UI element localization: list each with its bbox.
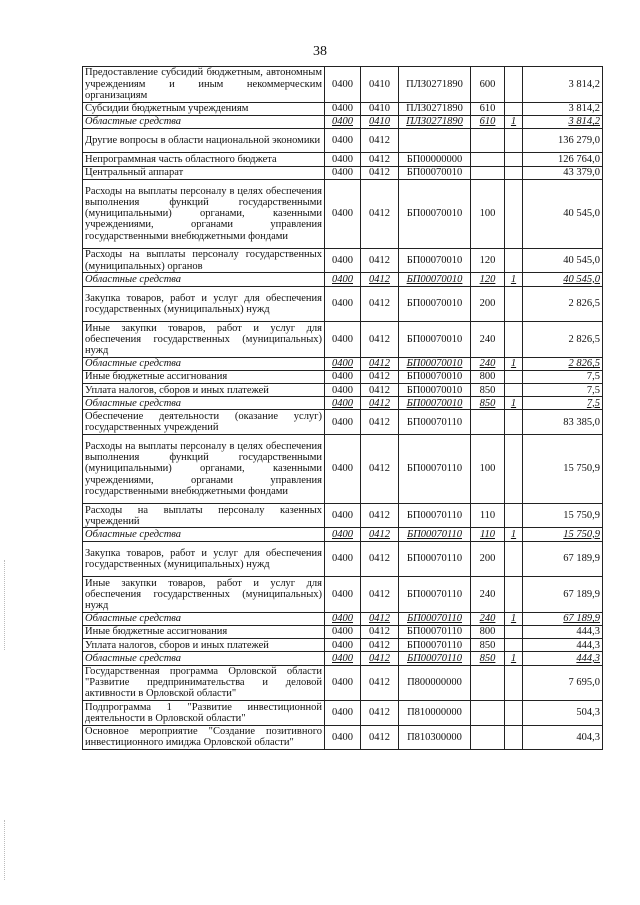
row-code-cell: П810000000 [399,701,471,725]
row-name-cell: Закупка товаров, работ и услуг для обеспечения государственных (муниципальных) нужд [83,541,325,577]
row-expense-type-cell [471,153,505,166]
table-row [83,410,603,434]
row-amount-cell: 3 814,2 [523,115,603,128]
row-section-cell: 0400 [325,248,361,272]
row-amount-cell: 444,3 [523,652,603,665]
row-source-cell: 1 [505,115,523,128]
row-name-cell: Расходы на выплаты персоналу в целях обеспечения выполнения функций государственными (муниципальными) органами, казенными учреждениями, органами управления государственными внебюджетными фондами [83,179,325,248]
row-name-cell: Уплата налогов, сборов и иных платежей [83,384,325,397]
row-subsection-cell: 0412 [361,410,399,434]
row-source-cell [505,577,523,613]
row-subsection-cell: 0412 [361,322,399,358]
page-number: 38 [313,44,327,59]
row-name-cell: Государственная программа Орловской области "Развитие предпринимательства и деловой активности в Орловской области" [83,665,325,701]
row-source-cell: 1 [505,273,523,286]
row-name-cell: Непрограммная часть областного бюджета [83,153,325,166]
row-subsection-cell: 0412 [361,612,399,625]
row-expense-type-cell: 610 [471,102,505,115]
row-amount-cell: 444,3 [523,625,603,638]
row-expense-type-cell [471,725,505,749]
row-subsection-cell: 0412 [361,357,399,370]
row-code-cell: БП00070010 [399,397,471,410]
row-name-cell: Областные средства [83,652,325,665]
row-amount-cell: 2 826,5 [523,286,603,322]
row-expense-type-cell [471,128,505,152]
row-expense-type-cell: 100 [471,434,505,503]
budget-table [82,66,603,750]
row-section-cell: 0400 [325,115,361,128]
row-amount-cell: 7,5 [523,397,603,410]
table-row [83,528,603,541]
row-code-cell: БП00070010 [399,357,471,370]
row-section-cell: 0400 [325,357,361,370]
row-source-cell: 1 [505,397,523,410]
table-row [83,273,603,286]
row-expense-type-cell: 240 [471,357,505,370]
row-expense-type-cell: 100 [471,179,505,248]
row-expense-type-cell [471,701,505,725]
row-code-cell: БП00070110 [399,410,471,434]
row-source-cell: 1 [505,357,523,370]
table-row [83,701,603,725]
budget-table-body [83,67,603,750]
row-name-cell: Центральный аппарат [83,166,325,179]
table-row [83,397,603,410]
row-source-cell [505,541,523,577]
row-code-cell: БП00070110 [399,504,471,528]
row-expense-type-cell: 610 [471,115,505,128]
row-code-cell: БП00070110 [399,528,471,541]
row-subsection-cell: 0412 [361,541,399,577]
row-name-cell: Предоставление субсидий бюджетным, автономным учреждениям и иным некоммерческим организациям [83,67,325,103]
row-expense-type-cell: 850 [471,639,505,652]
row-section-cell: 0400 [325,370,361,383]
row-code-cell: БП00070010 [399,248,471,272]
row-source-cell [505,639,523,652]
row-name-cell: Закупка товаров, работ и услуг для обеспечения государственных (муниципальных) нужд [83,286,325,322]
row-expense-type-cell [471,166,505,179]
row-amount-cell: 504,3 [523,701,603,725]
row-name-cell: Другие вопросы в области национальной экономики [83,128,325,152]
row-code-cell: БП00070010 [399,370,471,383]
row-expense-type-cell: 800 [471,370,505,383]
row-code-cell: БП00070110 [399,541,471,577]
row-name-cell: Подпрограмма 1 "Развитие инвестиционной деятельности в Орловской области" [83,701,325,725]
row-code-cell: БП00070010 [399,179,471,248]
row-amount-cell: 7 695,0 [523,665,603,701]
row-source-cell [505,102,523,115]
row-source-cell [505,179,523,248]
row-section-cell: 0400 [325,286,361,322]
row-subsection-cell: 0412 [361,179,399,248]
table-row [83,541,603,577]
row-subsection-cell: 0412 [361,128,399,152]
row-section-cell: 0400 [325,322,361,358]
row-source-cell [505,434,523,503]
row-expense-type-cell: 850 [471,384,505,397]
row-code-cell [399,128,471,152]
row-amount-cell: 15 750,9 [523,504,603,528]
row-expense-type-cell: 240 [471,612,505,625]
table-row [83,384,603,397]
row-section-cell: 0400 [325,166,361,179]
row-amount-cell: 7,5 [523,384,603,397]
row-name-cell: Областные средства [83,273,325,286]
row-amount-cell: 40 545,0 [523,179,603,248]
row-section-cell: 0400 [325,725,361,749]
row-amount-cell: 67 189,9 [523,577,603,613]
row-source-cell: 1 [505,528,523,541]
row-expense-type-cell: 200 [471,286,505,322]
row-subsection-cell: 0412 [361,701,399,725]
row-source-cell [505,67,523,103]
row-code-cell: БП00070010 [399,273,471,286]
row-section-cell: 0400 [325,528,361,541]
table-row [83,179,603,248]
row-amount-cell: 3 814,2 [523,102,603,115]
row-section-cell: 0400 [325,612,361,625]
row-amount-cell: 40 545,0 [523,273,603,286]
row-expense-type-cell: 850 [471,397,505,410]
row-subsection-cell: 0412 [361,504,399,528]
row-subsection-cell: 0412 [361,725,399,749]
row-subsection-cell: 0412 [361,286,399,322]
row-code-cell: ПЛЗ0271890 [399,115,471,128]
row-section-cell: 0400 [325,541,361,577]
row-section-cell: 0400 [325,179,361,248]
row-section-cell: 0400 [325,504,361,528]
row-expense-type-cell: 120 [471,273,505,286]
row-expense-type-cell: 850 [471,652,505,665]
table-row [83,665,603,701]
row-expense-type-cell: 240 [471,322,505,358]
row-subsection-cell: 0412 [361,639,399,652]
row-subsection-cell: 0412 [361,528,399,541]
row-section-cell: 0400 [325,67,361,103]
row-section-cell: 0400 [325,273,361,286]
row-subsection-cell: 0412 [361,166,399,179]
row-amount-cell: 444,3 [523,639,603,652]
row-subsection-cell: 0410 [361,67,399,103]
row-source-cell [505,128,523,152]
table-row [83,166,603,179]
row-section-cell: 0400 [325,577,361,613]
row-name-cell: Расходы на выплаты персоналу в целях обеспечения выполнения функций государственными (муниципальными) органами, казенными учреждениями, органами управления государственными внебюджетными фондами [83,434,325,503]
row-code-cell: БП00070110 [399,612,471,625]
row-code-cell: БП00070010 [399,166,471,179]
row-section-cell: 0400 [325,639,361,652]
row-amount-cell: 83 385,0 [523,410,603,434]
row-amount-cell: 43 379,0 [523,166,603,179]
row-source-cell [505,504,523,528]
table-row [83,128,603,152]
row-section-cell: 0400 [325,128,361,152]
table-row [83,577,603,613]
row-amount-cell: 67 189,9 [523,612,603,625]
row-section-cell: 0400 [325,434,361,503]
table-row [83,434,603,503]
row-section-cell: 0400 [325,397,361,410]
row-section-cell: 0400 [325,102,361,115]
row-source-cell [505,410,523,434]
row-amount-cell: 15 750,9 [523,528,603,541]
row-name-cell: Иные закупки товаров, работ и услуг для обеспечения государственных (муниципальных) нужд [83,577,325,613]
row-source-cell [505,166,523,179]
row-source-cell [505,625,523,638]
row-subsection-cell: 0410 [361,102,399,115]
row-code-cell: БП00070010 [399,322,471,358]
table-row [83,115,603,128]
scan-edge-mark [4,560,6,650]
table-row [83,370,603,383]
row-source-cell [505,322,523,358]
row-subsection-cell: 0412 [361,370,399,383]
table-row [83,153,603,166]
row-source-cell [505,153,523,166]
row-subsection-cell: 0412 [361,665,399,701]
row-name-cell: Обеспечение деятельности (оказание услуг) государственных учреждений [83,410,325,434]
row-expense-type-cell: 600 [471,67,505,103]
row-source-cell [505,248,523,272]
row-name-cell: Областные средства [83,115,325,128]
row-amount-cell: 15 750,9 [523,434,603,503]
row-code-cell: П810300000 [399,725,471,749]
row-name-cell: Иные бюджетные ассигнования [83,625,325,638]
row-section-cell: 0400 [325,625,361,638]
table-row [83,322,603,358]
row-subsection-cell: 0412 [361,153,399,166]
table-row [83,504,603,528]
row-amount-cell: 3 814,2 [523,67,603,103]
row-amount-cell: 126 764,0 [523,153,603,166]
row-expense-type-cell [471,410,505,434]
row-name-cell: Основное мероприятие "Создание позитивного инвестиционного имиджа Орловской области" [83,725,325,749]
row-expense-type-cell: 110 [471,528,505,541]
row-name-cell: Областные средства [83,612,325,625]
row-amount-cell: 40 545,0 [523,248,603,272]
row-code-cell: БП00070110 [399,434,471,503]
row-section-cell: 0400 [325,701,361,725]
row-source-cell [505,286,523,322]
row-name-cell: Расходы на выплаты персоналу государственных (муниципальных) органов [83,248,325,272]
row-subsection-cell: 0412 [361,273,399,286]
row-code-cell: БП00070010 [399,384,471,397]
row-expense-type-cell: 120 [471,248,505,272]
row-section-cell: 0400 [325,153,361,166]
row-expense-type-cell: 240 [471,577,505,613]
row-amount-cell: 136 279,0 [523,128,603,152]
row-source-cell [505,384,523,397]
row-amount-cell: 67 189,9 [523,541,603,577]
table-row [83,725,603,749]
row-code-cell: БП00070110 [399,652,471,665]
row-source-cell [505,701,523,725]
row-amount-cell: 2 826,5 [523,357,603,370]
table-row [83,248,603,272]
row-section-cell: 0400 [325,652,361,665]
row-subsection-cell: 0412 [361,397,399,410]
row-amount-cell: 2 826,5 [523,322,603,358]
table-row [83,67,603,103]
row-name-cell: Субсидии бюджетным учреждениям [83,102,325,115]
row-expense-type-cell [471,665,505,701]
table-row [83,102,603,115]
row-subsection-cell: 0412 [361,384,399,397]
row-code-cell: ПЛЗ0271890 [399,67,471,103]
row-name-cell: Уплата налогов, сборов и иных платежей [83,639,325,652]
row-name-cell: Иные закупки товаров, работ и услуг для обеспечения государственных (муниципальных) нужд [83,322,325,358]
table-row [83,652,603,665]
row-amount-cell: 7,5 [523,370,603,383]
row-source-cell [505,665,523,701]
row-name-cell: Областные средства [83,528,325,541]
table-row [83,357,603,370]
table-row [83,625,603,638]
row-subsection-cell: 0412 [361,625,399,638]
row-section-cell: 0400 [325,410,361,434]
row-source-cell: 1 [505,652,523,665]
row-section-cell: 0400 [325,665,361,701]
row-expense-type-cell: 800 [471,625,505,638]
row-section-cell: 0400 [325,384,361,397]
row-subsection-cell: 0412 [361,652,399,665]
row-name-cell: Расходы на выплаты персоналу казенных учреждений [83,504,325,528]
row-code-cell: П800000000 [399,665,471,701]
row-code-cell: БП00070010 [399,286,471,322]
row-subsection-cell: 0412 [361,434,399,503]
row-code-cell: БП00070110 [399,625,471,638]
row-source-cell: 1 [505,612,523,625]
row-name-cell: Иные бюджетные ассигнования [83,370,325,383]
table-row [83,612,603,625]
row-expense-type-cell: 110 [471,504,505,528]
row-code-cell: ПЛЗ0271890 [399,102,471,115]
row-subsection-cell: 0410 [361,115,399,128]
row-code-cell: БП00070110 [399,639,471,652]
row-code-cell: БП00070110 [399,577,471,613]
row-code-cell: БП00000000 [399,153,471,166]
table-row [83,286,603,322]
row-subsection-cell: 0412 [361,248,399,272]
row-name-cell: Областные средства [83,397,325,410]
row-subsection-cell: 0412 [361,577,399,613]
row-source-cell [505,370,523,383]
row-name-cell: Областные средства [83,357,325,370]
row-amount-cell: 404,3 [523,725,603,749]
row-expense-type-cell: 200 [471,541,505,577]
scan-edge-mark [4,820,6,880]
table-row [83,639,603,652]
row-source-cell [505,725,523,749]
